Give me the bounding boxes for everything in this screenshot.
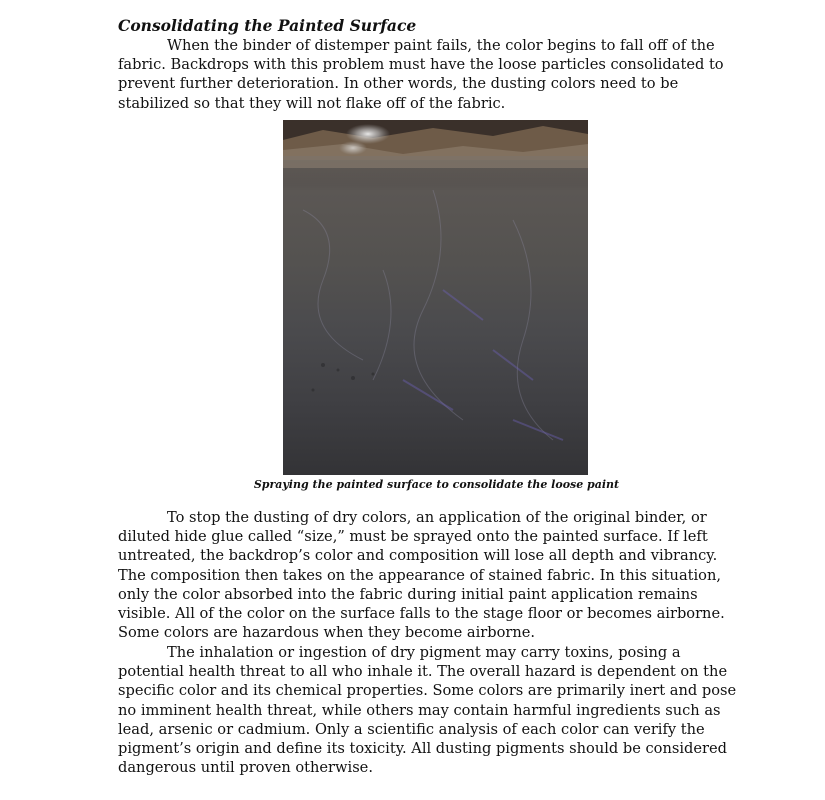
text-line: Some colors are hazardous when they become airborne. <box>118 624 536 642</box>
text-line: When the binder of distemper paint fails, the color begins to fall off of the <box>167 37 715 54</box>
text-line: untreated, the backdrop’s color and composition will lose all depth and vibrancy. <box>118 547 718 565</box>
text-line: visible. All of the color on the surface falls to the stage floor or becomes airborne. <box>118 605 725 623</box>
figure-caption: Spraying the painted surface to consolidate the loose paint <box>253 478 620 491</box>
text-line: only the color absorbed into the fabric during initial paint application remains <box>118 585 698 603</box>
text-line: pigment’s origin and define its toxicity. All dusting pigments should be considered <box>118 740 727 758</box>
text-line: specific color and its chemical properties. Some colors are primarily inert and pose <box>118 682 737 700</box>
text-line: prevent further deterioration. In other words, the dusting colors need to be <box>118 75 679 93</box>
text-line: diluted hide glue called “size,” must be sprayed onto the painted surface. If left <box>118 528 708 546</box>
text-line: stabilized so that they will not flake off of the fabric. <box>118 94 506 112</box>
text-line: The composition then takes on the appearance of stained fabric. In this situation, <box>118 566 722 584</box>
text-line: lead, arsenic or cadmium. Only a scientific analysis of each color can verify the <box>118 720 705 738</box>
text-line: dangerous until proven otherwise. <box>118 759 373 777</box>
text-line: To stop the dusting of dry colors, an application of the original binder, or <box>167 509 707 526</box>
text-line: no imminent health threat, while others may contain harmful ingredients such as <box>118 701 721 719</box>
paragraph-sizing <box>118 508 725 642</box>
spraying-photo <box>283 120 588 475</box>
section-heading: Consolidating the Painted Surface <box>118 16 417 35</box>
text-line: The inhalation or ingestion of dry pigment may carry toxins, posing a <box>167 644 681 661</box>
paragraph-hazards <box>118 643 737 777</box>
paragraph-intro <box>118 36 724 113</box>
text-line: fabric. Backdrops with this problem must have the loose particles consolidated to <box>118 56 724 74</box>
text-line: potential health threat to all who inhale it. The overall hazard is dependent on the <box>118 663 728 681</box>
